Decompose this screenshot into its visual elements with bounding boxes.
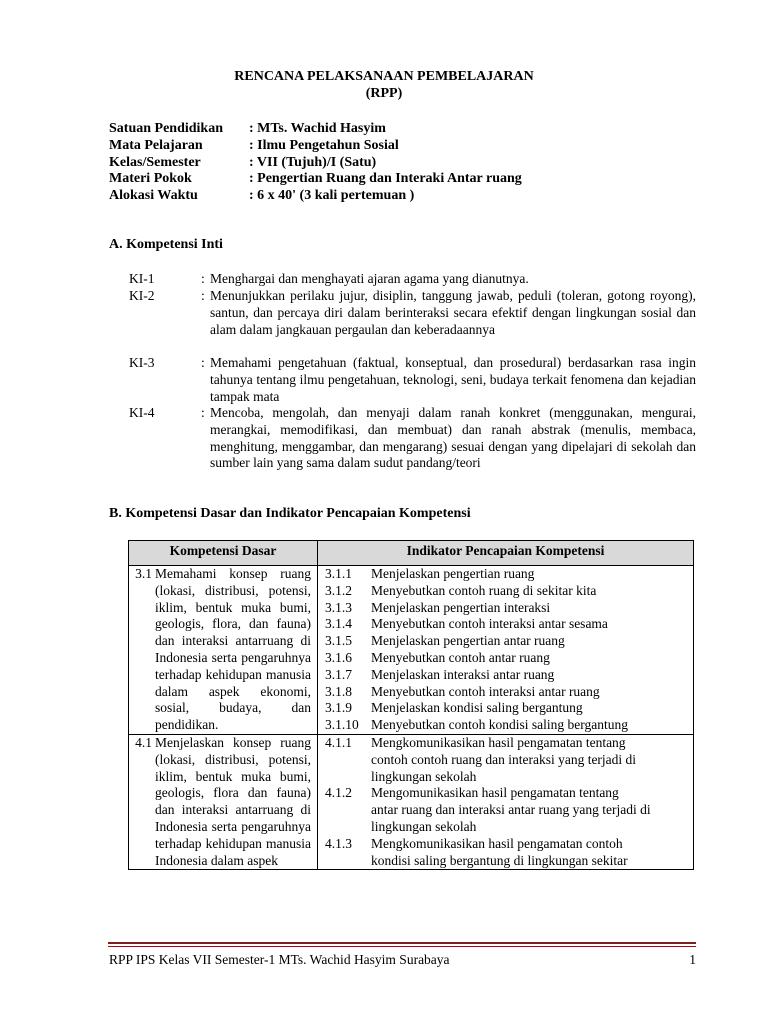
identity-label: Alokasi Waktu <box>109 188 198 204</box>
ki-item <box>129 355 696 405</box>
indicator-text: Menyebutkan contoh antar ruang <box>371 649 550 665</box>
ki-colon: : <box>201 288 205 303</box>
identity-label: Satuan Pendidikan <box>109 121 223 136</box>
indicator-text: Menjelaskan pengertian ruang <box>371 566 535 581</box>
indicator-item <box>318 583 687 600</box>
competency-table <box>128 540 694 870</box>
ki-code: KI-4 <box>129 405 155 420</box>
indicator-cell <box>318 566 694 735</box>
table-header-row <box>129 541 694 566</box>
identity-block <box>109 121 522 205</box>
ki-colon: : <box>201 355 205 370</box>
ki-item <box>129 288 696 338</box>
identity-row <box>109 121 522 138</box>
indicator-item <box>318 717 687 734</box>
ki-text: Menghargai dan menghayati ajaran agama yang dianutnya. <box>210 271 529 286</box>
ki-text: Menunjukkan perilaku jujur, disiplin, tanggung jawab, peduli (toleran, gotong royong), santun, dan percaya diri dalam berinteraksi secara efektif dengan lingkungan sosial dan alam dalam jangkauan pergaulan dan keberadaannya <box>210 288 696 337</box>
indicator-number: 3.1.9 <box>325 700 352 716</box>
indicator-number: 3.1.4 <box>325 616 352 632</box>
table-row <box>129 734 694 869</box>
ki-code: KI-1 <box>129 271 155 286</box>
section-a-heading: A. Kompetensi Inti <box>109 237 223 252</box>
indicator-text: Mengomunikasikan hasil pengamatan tentang <box>371 785 619 801</box>
identity-label: Kelas/Semester <box>109 154 201 170</box>
indicator-text: Menjelaskan pengertian antar ruang <box>371 633 565 649</box>
ki-text: Memahami pengetahuan (faktual, konseptual, dan prosedural) berdasarkan rasa ingin tahunya tentang ilmu pengetahuan, teknologi, seni, budaya terkait fenomena dan kejadian tampak mata <box>210 355 696 404</box>
identity-row <box>109 171 522 188</box>
indicator-item <box>318 836 687 870</box>
indicator-text: Menyebutkan contoh kondisi saling bergantung <box>371 717 628 733</box>
indicator-text: Menjelaskan interaksi antar ruang <box>371 666 555 682</box>
ki-text: Mencoba, mengolah, dan menyaji dalam ranah konkret (menggunakan, mengurai, merangkai, memodifikasi, dan membuat) dan ranah abstrak (menulis, membaca, menghitung, menggambar, dan mengarang) sesuai dengan yang dipelajari di sekolah dan sumber lain yang sama dalam sudut pandang/teori <box>210 405 696 471</box>
section-b-heading: B. Kompetensi Dasar dan Indikator Pencapaian Kompetensi <box>109 506 471 521</box>
indicator-text: Mengkomunikasikan hasil pengamatan contoh <box>371 835 623 851</box>
document-title: RENCANA PELAKSANAAN PEMBELAJARAN <box>234 69 534 84</box>
identity-label: Mata Pelajaran <box>109 137 203 153</box>
indicator-number: 3.1.6 <box>325 649 352 665</box>
indicator-text: Mengkomunikasikan hasil pengamatan tentang <box>371 734 626 750</box>
indicator-item <box>318 633 687 650</box>
indicator-item <box>318 566 687 583</box>
document-subtitle: (RPP) <box>365 86 403 101</box>
indicator-text-continued: antar ruang dan interaksi antar ruang yang terjadi di lingkungan sekolah <box>371 802 651 834</box>
indicator-text-continued: kondisi saling bergantung di lingkungan sekitar <box>371 852 628 868</box>
indicator-text: Menyebutkan contoh interaksi antar ruang <box>371 683 600 699</box>
column-header-indicator: Indikator Pencapaian Kompetensi <box>318 541 694 566</box>
identity-row <box>109 188 522 205</box>
identity-row <box>109 138 522 155</box>
identity-value: : MTs. Wachid Hasyim <box>249 121 386 136</box>
footer-rule-thin <box>108 946 696 947</box>
indicator-item <box>318 684 687 701</box>
indicator-number: 3.1.5 <box>325 633 352 649</box>
kd-text: Menjelaskan konsep ruang (lokasi, distribusi, potensi, iklim, bentuk muka bumi, geologis, flora dan fauna) dan interaksi antarruang di Indonesia serta pengaruhnya terhadap kehidupan manusia Indonesia dalam aspek <box>155 734 311 868</box>
ki-colon: : <box>201 271 205 286</box>
footer-text: RPP IPS Kelas VII Semester-1 MTs. Wachid Hasyim Surabaya <box>109 952 450 967</box>
identity-value: : VII (Tujuh)/I (Satu) <box>249 154 377 170</box>
indicator-number: 4.1.2 <box>325 785 352 801</box>
table-row <box>129 566 694 735</box>
indicator-text: Menyebutkan contoh interaksi antar sesama <box>371 616 608 632</box>
column-header-kd: Kompetensi Dasar <box>129 541 318 566</box>
ki-code: KI-2 <box>129 288 155 303</box>
ki-item <box>129 271 696 288</box>
identity-label: Materi Pokok <box>109 171 192 187</box>
indicator-number: 3.1.3 <box>325 599 352 615</box>
indicator-item <box>318 616 687 633</box>
footer-rule <box>108 942 696 944</box>
indicator-number: 4.1.3 <box>325 835 352 851</box>
kd-cell <box>129 566 318 735</box>
kd-cell <box>129 734 318 869</box>
identity-value: : 6 x 40' (3 kali pertemuan ) <box>249 188 415 204</box>
indicator-number: 3.1.7 <box>325 666 352 682</box>
kd-number: 3.1 <box>135 566 152 581</box>
indicator-item <box>318 650 687 667</box>
indicator-number: 3.1.10 <box>325 717 359 733</box>
indicator-number: 3.1.8 <box>325 683 352 699</box>
ki-colon: : <box>201 405 205 420</box>
identity-row <box>109 155 522 172</box>
indicator-item <box>318 735 687 785</box>
page-number: 1 <box>689 952 696 967</box>
indicator-item <box>318 700 687 717</box>
indicator-text: Menyebutkan contoh ruang di sekitar kita <box>371 582 597 598</box>
identity-value: : Pengertian Ruang dan Interaki Antar ruang <box>249 171 522 187</box>
indicator-item <box>318 600 687 617</box>
indicator-text-continued: contoh contoh ruang dan interaksi yang terjadi di lingkungan sekolah <box>371 751 637 784</box>
kd-number: 4.1 <box>135 734 152 750</box>
indicator-text: Menjelaskan kondisi saling bergantung <box>371 700 583 716</box>
indicator-cell <box>318 734 694 869</box>
ki-code: KI-3 <box>129 355 155 370</box>
indicator-number: 4.1.1 <box>325 734 352 750</box>
indicator-text: Menjelaskan pengertian interaksi <box>371 599 551 615</box>
indicator-number: 3.1.1 <box>325 566 352 581</box>
identity-value: : Ilmu Pengetahun Sosial <box>249 137 399 153</box>
indicator-item <box>318 667 687 684</box>
indicator-number: 3.1.2 <box>325 582 352 598</box>
ki-item <box>129 405 696 472</box>
indicator-item <box>318 785 687 835</box>
kd-text: Memahami konsep ruang (lokasi, distribusi, potensi, iklim, bentuk muka bumi, geologis, flora, dan fauna) dan interaksi antarruang di Indonesia serta pengaruhnya terhadap kehidupan manusia dalam aspek ekonomi, sosial, budaya, dan pendidikan. <box>155 566 311 733</box>
